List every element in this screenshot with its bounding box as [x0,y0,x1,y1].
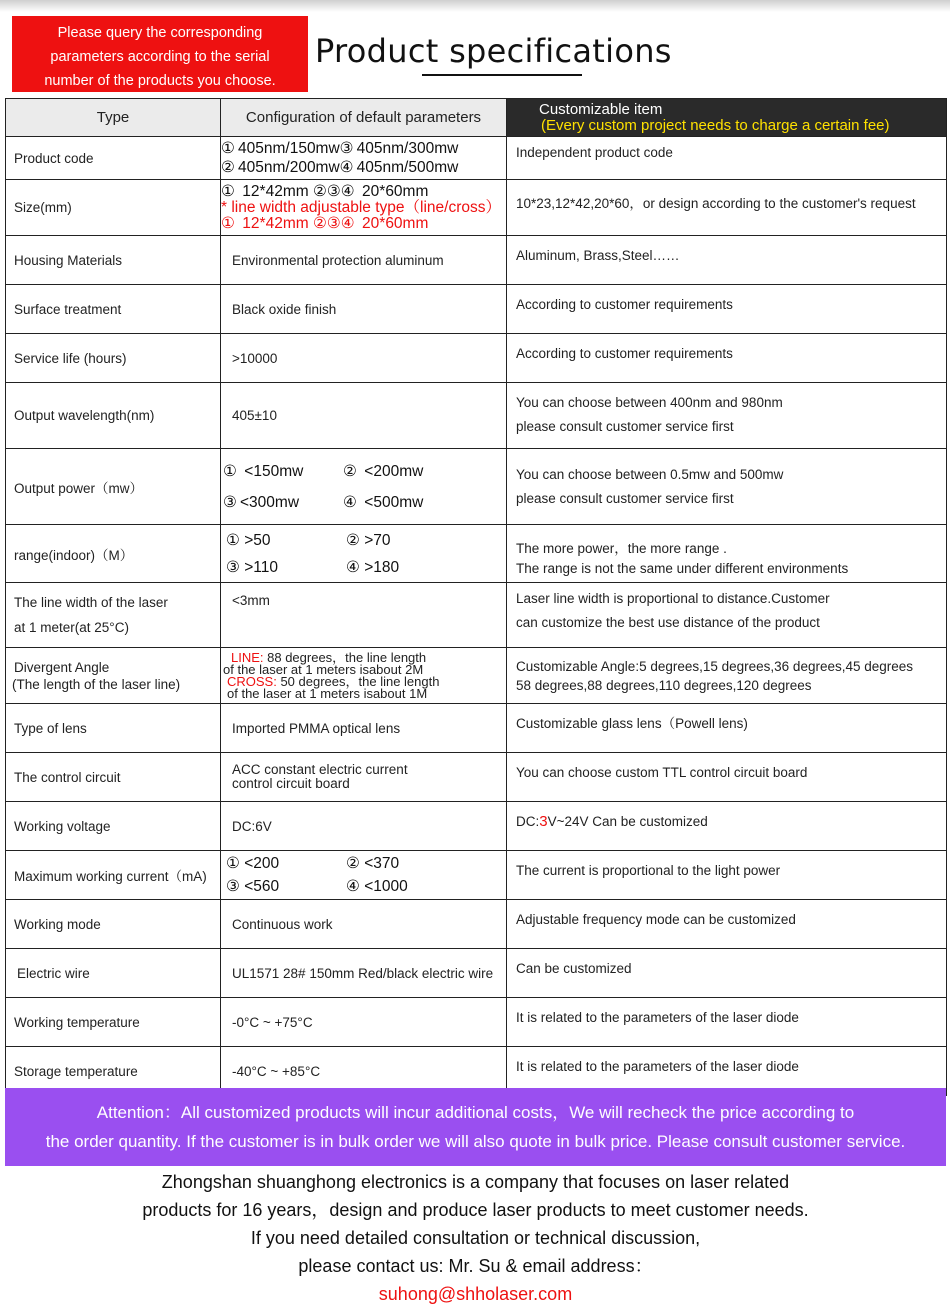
row-default: Environmental protection aluminum [221,236,507,285]
power-option: ① <150mw [223,462,304,480]
row-custom: Adjustable frequency mode can be customized [507,900,947,949]
line-text-2: of the laser at 1 meters isabout 2M [223,661,424,677]
current-option: ④ <1000 [346,878,408,895]
power-option: ③ <300mw [223,493,300,511]
company-info [5,1168,946,1304]
custom-line: 58 degrees,88 degrees,110 degrees,120 degrees [516,677,812,693]
row-label: Maximum working current（mA) [6,851,221,900]
table-row [6,583,947,648]
size-adjustable-values: ① 12*42mm ②③④ 20*60mm [221,214,429,232]
table-row [6,998,947,1047]
row-custom [507,449,947,525]
row-custom: You can choose custom TTL control circuit board [507,753,947,802]
row-label: Output power（mw） [6,449,221,525]
row-default: Black oxide finish [221,285,507,334]
size-line: ① 12*42mm ②③④ 20*60mm [221,182,429,200]
row-default: UL1571 28# 150mm Red/black electric wire [221,949,507,998]
voltage-suffix: V~24V Can be customized [547,814,708,829]
custom-line: Customizable Angle:5 degrees,15 degrees,36 degrees,45 degrees [516,658,914,674]
company-line: If you need detailed consultation or technical discussion, [250,1228,701,1248]
attention-line: the order quantity. If the customer is in bulk order we will also quote in bulk price. Please consult customer service. [45,1132,906,1151]
row-custom: The current is proportional to the light power [507,851,947,900]
row-default: Continuous work [221,900,507,949]
company-line: products for 16 years，design and produce laser products to meet customer needs. [142,1200,809,1220]
row-custom: Independent product code [507,137,947,180]
header-type: Type [6,99,221,137]
row-label: Product code [6,137,221,180]
row-custom [507,802,947,851]
power-option: ② <200mw [343,462,424,480]
row-default [221,851,507,900]
row-default: 405±10 [221,383,507,449]
label-line: Divergent Angle [14,659,110,675]
table-row [6,137,947,180]
row-custom: Customizable glass lens（Powell lens) [507,704,947,753]
code-line: ① 405nm/150mw③ 405nm/300mw [221,140,459,157]
row-default: DC:6V [221,802,507,851]
row-custom [507,583,947,648]
row-label: Working mode [6,900,221,949]
header-custom-note: (Every custom project needs to charge a certain fee) [541,116,890,134]
custom-line: Laser line width is proportional to distance.Customer [516,591,830,606]
row-label: Size(mm) [6,180,221,236]
top-shadow [0,0,950,12]
table-row [6,949,947,998]
custom-line: You can choose between 0.5mw and 500mw [516,466,784,482]
table-row [6,236,947,285]
cross-text: 50 degrees，the line length [276,673,440,689]
row-label: range(indoor)（M） [6,525,221,583]
row-default: Imported PMMA optical lens [221,704,507,753]
notice-line: number of the products you choose. [44,73,276,89]
notice-banner [12,16,308,92]
table-row [6,525,947,583]
row-label [6,583,221,648]
row-custom: According to customer requirements [507,285,947,334]
table-row [6,334,947,383]
table-row [6,383,947,449]
current-option: ② <370 [346,855,400,872]
table-row [6,449,947,525]
row-default: >10000 [221,334,507,383]
row-label: Working voltage [6,802,221,851]
row-label: Housing Materials [6,236,221,285]
row-label: Working temperature [6,998,221,1047]
cross-text-2: of the laser at 1 meters isabout 1M [227,685,428,701]
table-row [6,802,947,851]
table-row [6,900,947,949]
header-custom-title: Customizable item [539,100,663,118]
row-label: Service life (hours) [6,334,221,383]
label-line: (The length of the laser line) [12,676,181,692]
range-option: ③ >110 [226,558,278,576]
notice-line: parameters according to the serial [50,49,270,65]
power-option: ④ <500mw [343,493,424,511]
contact-line [5,1252,946,1308]
custom-line: please consult customer service first [516,419,734,434]
row-custom: It is related to the parameters of the laser diode [507,998,947,1047]
row-default [221,180,507,236]
line-text: 88 degrees，the line length [263,649,427,665]
row-default: -0°C ~ +75°C [221,998,507,1047]
size-adjustable-note: * line width adjustable type（line/cross） [221,198,501,216]
row-default [221,137,507,180]
row-label: Storage temperature [6,1047,221,1096]
page-title: Product specifications [315,32,672,70]
row-default [221,753,507,802]
cross-keyword: CROSS: [227,673,277,689]
table-row [6,704,947,753]
range-option: ② >70 [346,531,391,549]
row-default [221,525,507,583]
custom-line: can customize the best use distance of the product [516,615,820,630]
header-row [6,99,947,137]
row-custom: Aluminum, Brass,Steel…… [507,236,947,285]
row-custom: Can be customized [507,949,947,998]
current-option: ① <200 [226,855,280,872]
attention-banner [5,1088,946,1166]
current-option: ③ <560 [226,878,280,895]
table-row [6,851,947,900]
contact-prefix: please contact us: Mr. Su & email address： [298,1256,653,1276]
row-custom [507,648,947,704]
header-custom [507,99,947,137]
attention-line: Attention：All customized products will incur additional costs，We will recheck the price according to [96,1103,855,1122]
voltage-min: 3 [539,813,548,830]
title-underline [422,74,582,76]
row-default: <3mm [221,583,507,648]
row-label [6,648,221,704]
code-line: ② 405nm/200mw④ 405nm/500mw [221,159,459,176]
row-default: -40°C ~ +85°C [221,1047,507,1096]
control-line: control circuit board [232,776,350,791]
label-line: The line width of the laser [14,595,168,610]
table-row [6,648,947,704]
voltage-prefix: DC: [516,814,540,829]
table-row [6,180,947,236]
row-label: Electric wire [6,949,221,998]
line-keyword: LINE: [231,649,264,665]
header-default: Configuration of default parameters [221,99,507,137]
row-custom [507,525,947,583]
row-custom: 10*23,12*42,20*60，or design according to the customer's request [507,180,947,236]
row-label: Type of lens [6,704,221,753]
row-default [221,648,507,704]
contact-email-link[interactable]: suhong@shholaser.com [378,1284,573,1304]
row-default [221,449,507,525]
row-custom: It is related to the parameters of the laser diode [507,1047,947,1096]
row-label: Surface treatment [6,285,221,334]
table-row [6,753,947,802]
row-label: Output wavelength(nm) [6,383,221,449]
label-line: at 1 meter(at 25°C) [14,620,129,635]
row-label: The control circuit [6,753,221,802]
control-line: ACC constant electric current [232,762,408,777]
notice-line: Please query the corresponding [57,25,263,41]
custom-line: You can choose between 400nm and 980nm [516,395,783,410]
table-row [6,285,947,334]
spec-table [5,98,947,1096]
custom-line: The range is not the same under different environments [516,561,849,576]
custom-line: The more power，the more range . [516,541,727,556]
company-line: Zhongshan shuanghong electronics is a company that focuses on laser related [161,1172,790,1192]
range-option: ① >50 [226,531,271,549]
custom-line: please consult customer service first [516,490,734,506]
row-custom [507,383,947,449]
row-custom: According to customer requirements [507,334,947,383]
range-option: ④ >180 [346,558,400,576]
